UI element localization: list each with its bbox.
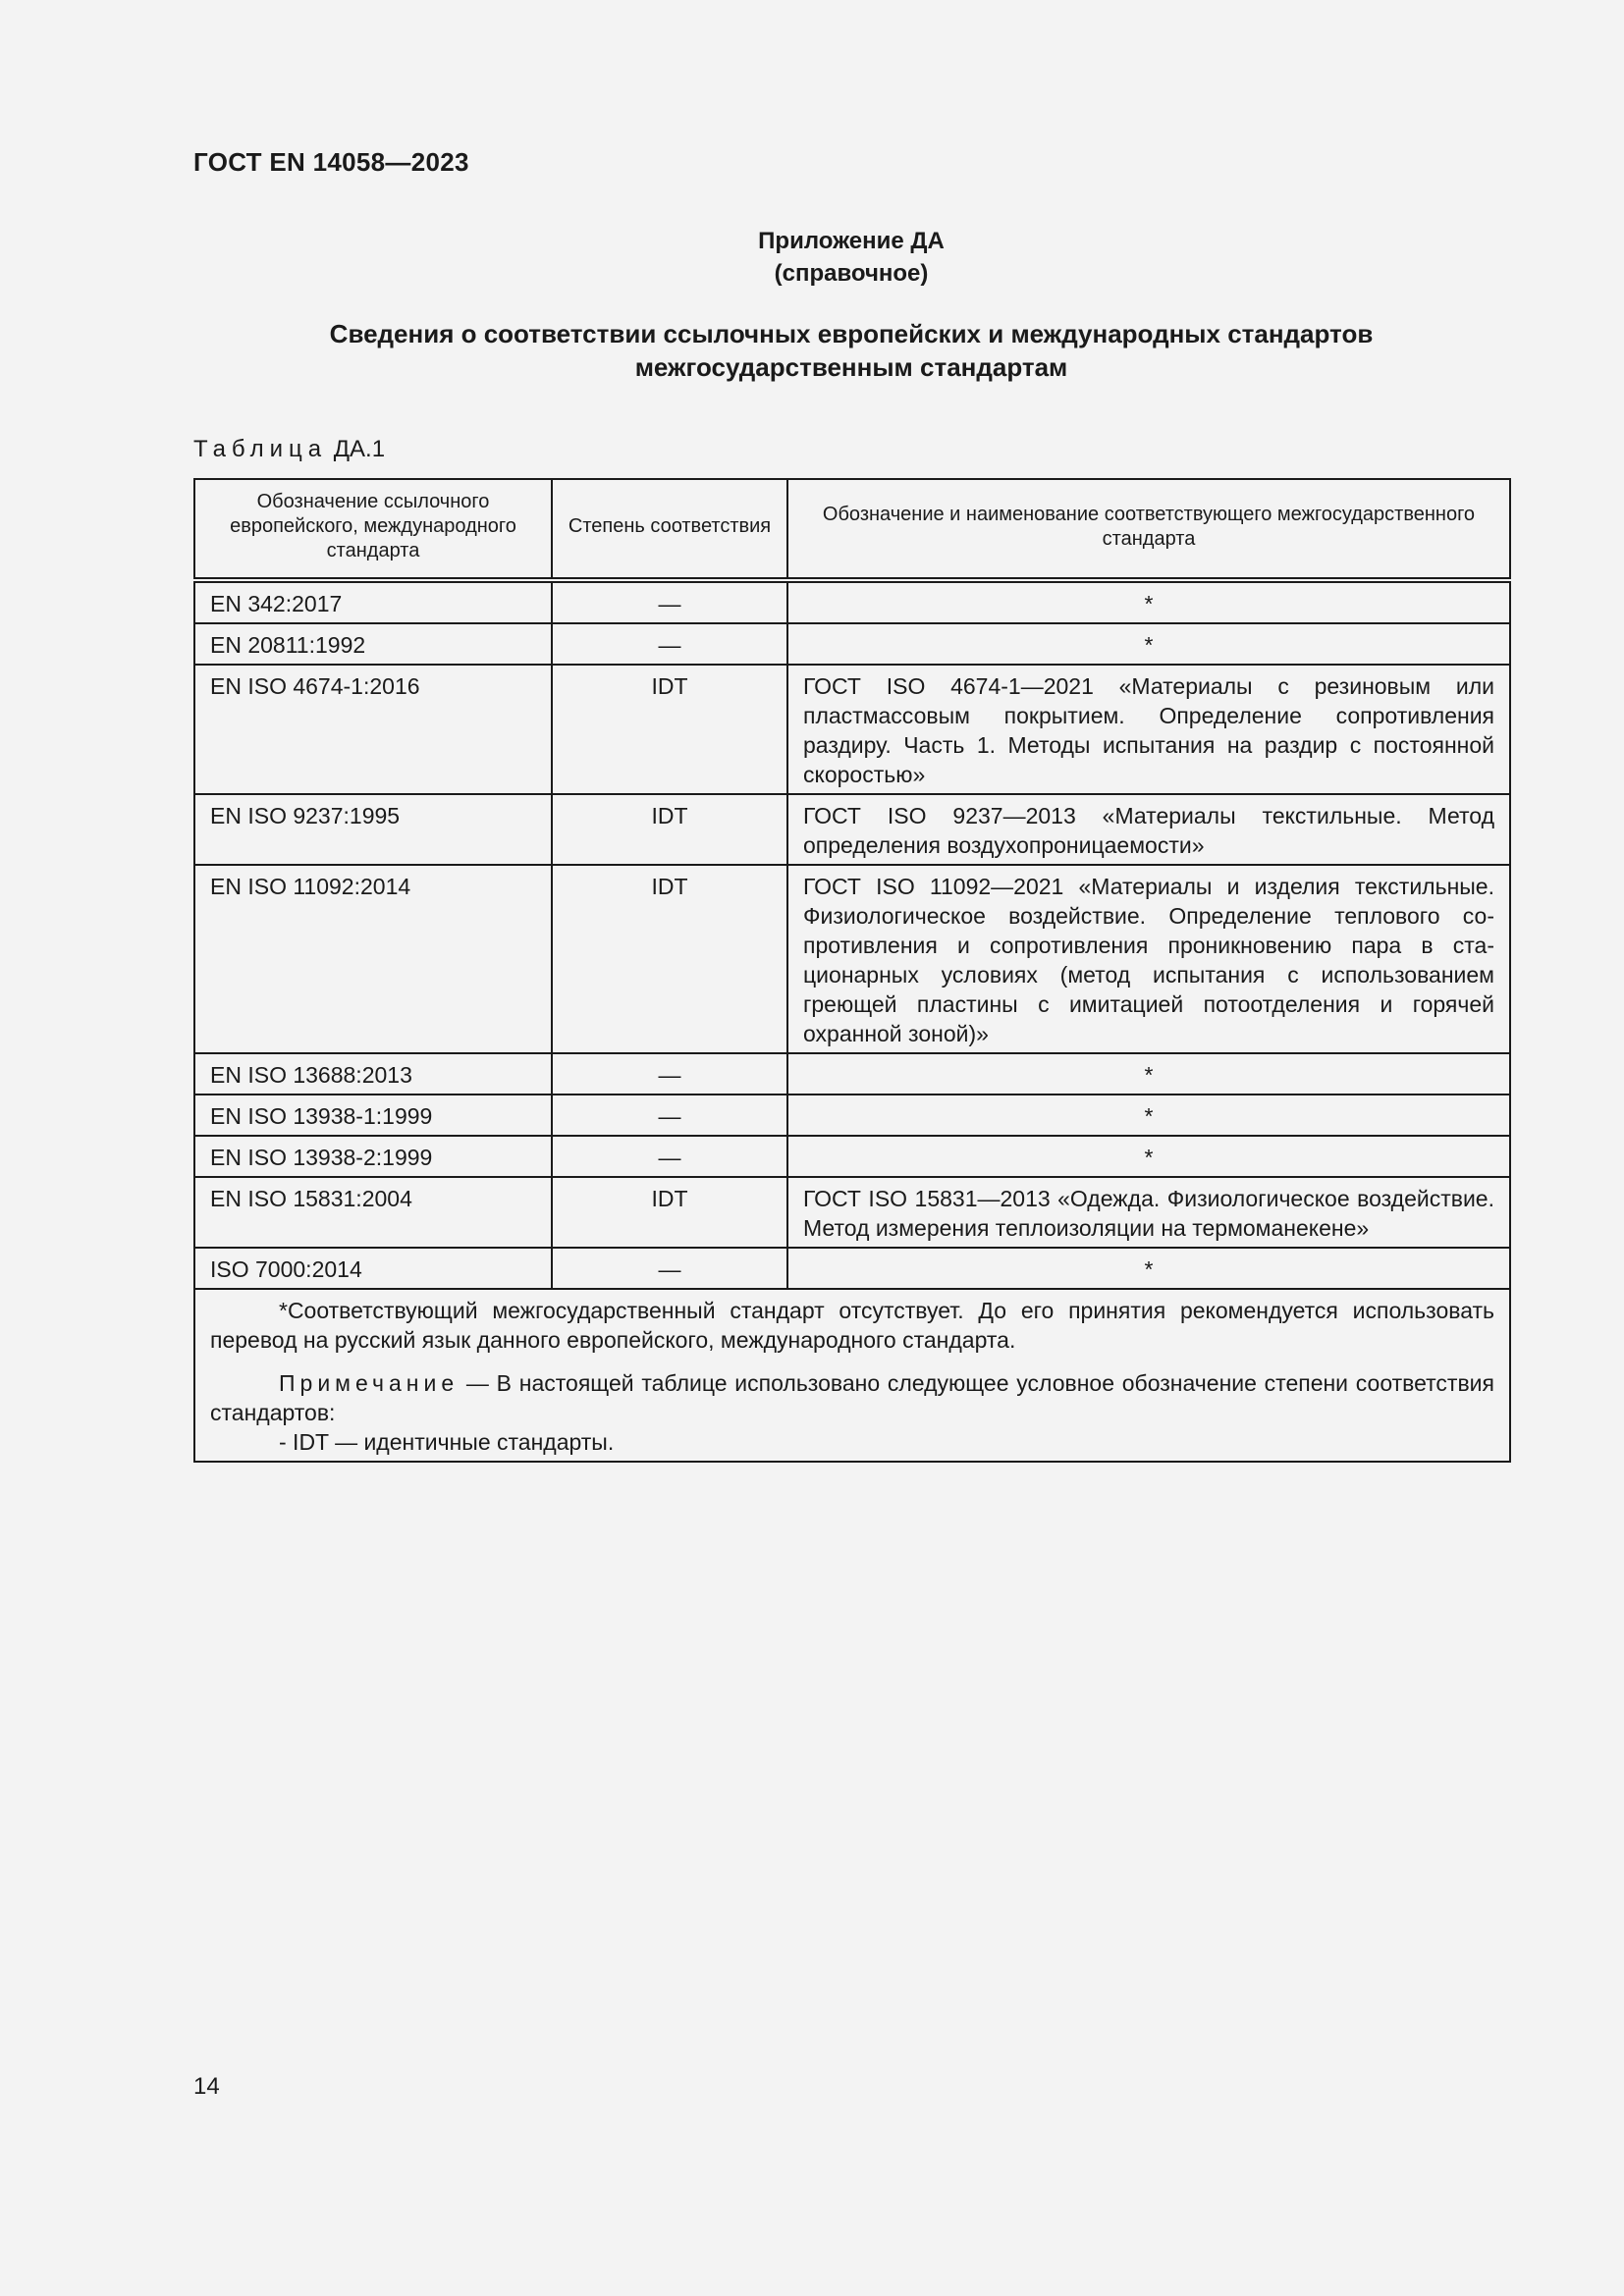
cell-interstate-standard: * — [787, 1136, 1510, 1177]
cell-degree: IDT — [552, 794, 787, 865]
table-label-number: ДА.1 — [333, 436, 386, 462]
cell-reference-standard: EN ISO 13938-2:1999 — [194, 1136, 552, 1177]
cell-interstate-standard: ГОСТ ISO 15831—2013 «Одежда. Физиологическое воздействие. Метод измерения теплоизоляции на термоманекене» — [787, 1177, 1510, 1248]
table-row — [194, 623, 1510, 665]
cell-reference-standard: EN ISO 13938-1:1999 — [194, 1095, 552, 1136]
cell-reference-standard: EN 342:2017 — [194, 580, 552, 623]
cell-reference-standard: EN ISO 4674-1:2016 — [194, 665, 552, 794]
annex-title-line-2: межгосударственным стандартам — [634, 352, 1068, 382]
table-row — [194, 1248, 1510, 1289]
cell-reference-standard: EN 20811:1992 — [194, 623, 552, 665]
note-word: Примечание — [279, 1370, 460, 1396]
column-header-interstate-standard: Обозначение и наименование соответствующего межгосударственного стандарта — [787, 479, 1510, 580]
cell-reference-standard: EN ISO 13688:2013 — [194, 1053, 552, 1095]
cell-degree: — — [552, 623, 787, 665]
cell-interstate-standard: * — [787, 1053, 1510, 1095]
column-header-reference: Обозначение ссылочного европейского, международного стандарта — [194, 479, 552, 580]
table-row — [194, 1136, 1510, 1177]
table-row — [194, 865, 1510, 1053]
cell-degree: — — [552, 1136, 787, 1177]
cell-degree: — — [552, 580, 787, 623]
table-row — [194, 1095, 1510, 1136]
annex-name: Приложение ДА — [758, 228, 945, 254]
cell-reference-standard: EN ISO 9237:1995 — [194, 794, 552, 865]
cell-degree: — — [552, 1095, 787, 1136]
table-row — [194, 580, 1510, 623]
cell-degree: IDT — [552, 1177, 787, 1248]
cell-interstate-standard: ГОСТ ISO 9237—2013 «Материалы текстильные. Метод определения воздухопроницаемости» — [787, 794, 1510, 865]
page-number: 14 — [193, 2073, 220, 2100]
table-footnote-row — [194, 1289, 1510, 1462]
annex-title-line-1: Сведения о соответствии ссылочных европейских и международных стандартов — [329, 319, 1374, 348]
cell-interstate-standard: * — [787, 580, 1510, 623]
annex-heading — [0, 225, 1624, 290]
cell-interstate-standard: ГОСТ ISO 4674-1—2021 «Материалы с резиновым или пластмассовым покрытием. Определение сопротивления раздиру. Часть 1. Методы испытания на раздир с постоянной скоростью» — [787, 665, 1510, 794]
document-id: ГОСТ EN 14058—2023 — [193, 147, 469, 177]
annex-title — [0, 317, 1624, 384]
table-row — [194, 665, 1510, 794]
note-text — [210, 1368, 1494, 1427]
footnote-text: *Соответствующий межгосударственный стандарт отсутствует. До его принятия рекомендуется использовать перевод на русский язык данного европейского, международного стандарта. — [210, 1298, 1494, 1353]
table-row — [194, 1053, 1510, 1095]
table-label — [193, 436, 385, 463]
note-body: — В настоящей таблице использовано следующее условное обозначение степени соответствия стандартов: — [210, 1370, 1494, 1425]
cell-degree: — — [552, 1053, 787, 1095]
note-item: - IDT — идентичные стандарты. — [279, 1429, 615, 1455]
cell-degree: IDT — [552, 865, 787, 1053]
cell-degree: — — [552, 1248, 787, 1289]
cell-reference-standard: EN ISO 11092:2014 — [194, 865, 552, 1053]
table-row — [194, 1177, 1510, 1248]
table-footnote-cell — [194, 1289, 1510, 1462]
table-label-word: Таблица — [193, 436, 328, 462]
cell-reference-standard: EN ISO 15831:2004 — [194, 1177, 552, 1248]
table-header-row — [194, 479, 1510, 580]
cell-interstate-standard: * — [787, 623, 1510, 665]
annex-kind: (справочное) — [774, 260, 929, 287]
cell-interstate-standard: * — [787, 1248, 1510, 1289]
cell-interstate-standard: ГОСТ ISO 11092—2021 «Материалы и изделия текстильные. Физиологическое воздействие. Определение теплового сопротивления и сопротивления проникновению пара в стационарных условиях (метод испытания с использованием греющей пластины с имитацией потоотделения и горячей охранной зоной)» — [787, 865, 1510, 1053]
standards-table — [193, 478, 1511, 1463]
column-header-degree: Степень соответствия — [552, 479, 787, 580]
table-row — [194, 794, 1510, 865]
cell-interstate-standard: * — [787, 1095, 1510, 1136]
cell-degree: IDT — [552, 665, 787, 794]
cell-reference-standard: ISO 7000:2014 — [194, 1248, 552, 1289]
